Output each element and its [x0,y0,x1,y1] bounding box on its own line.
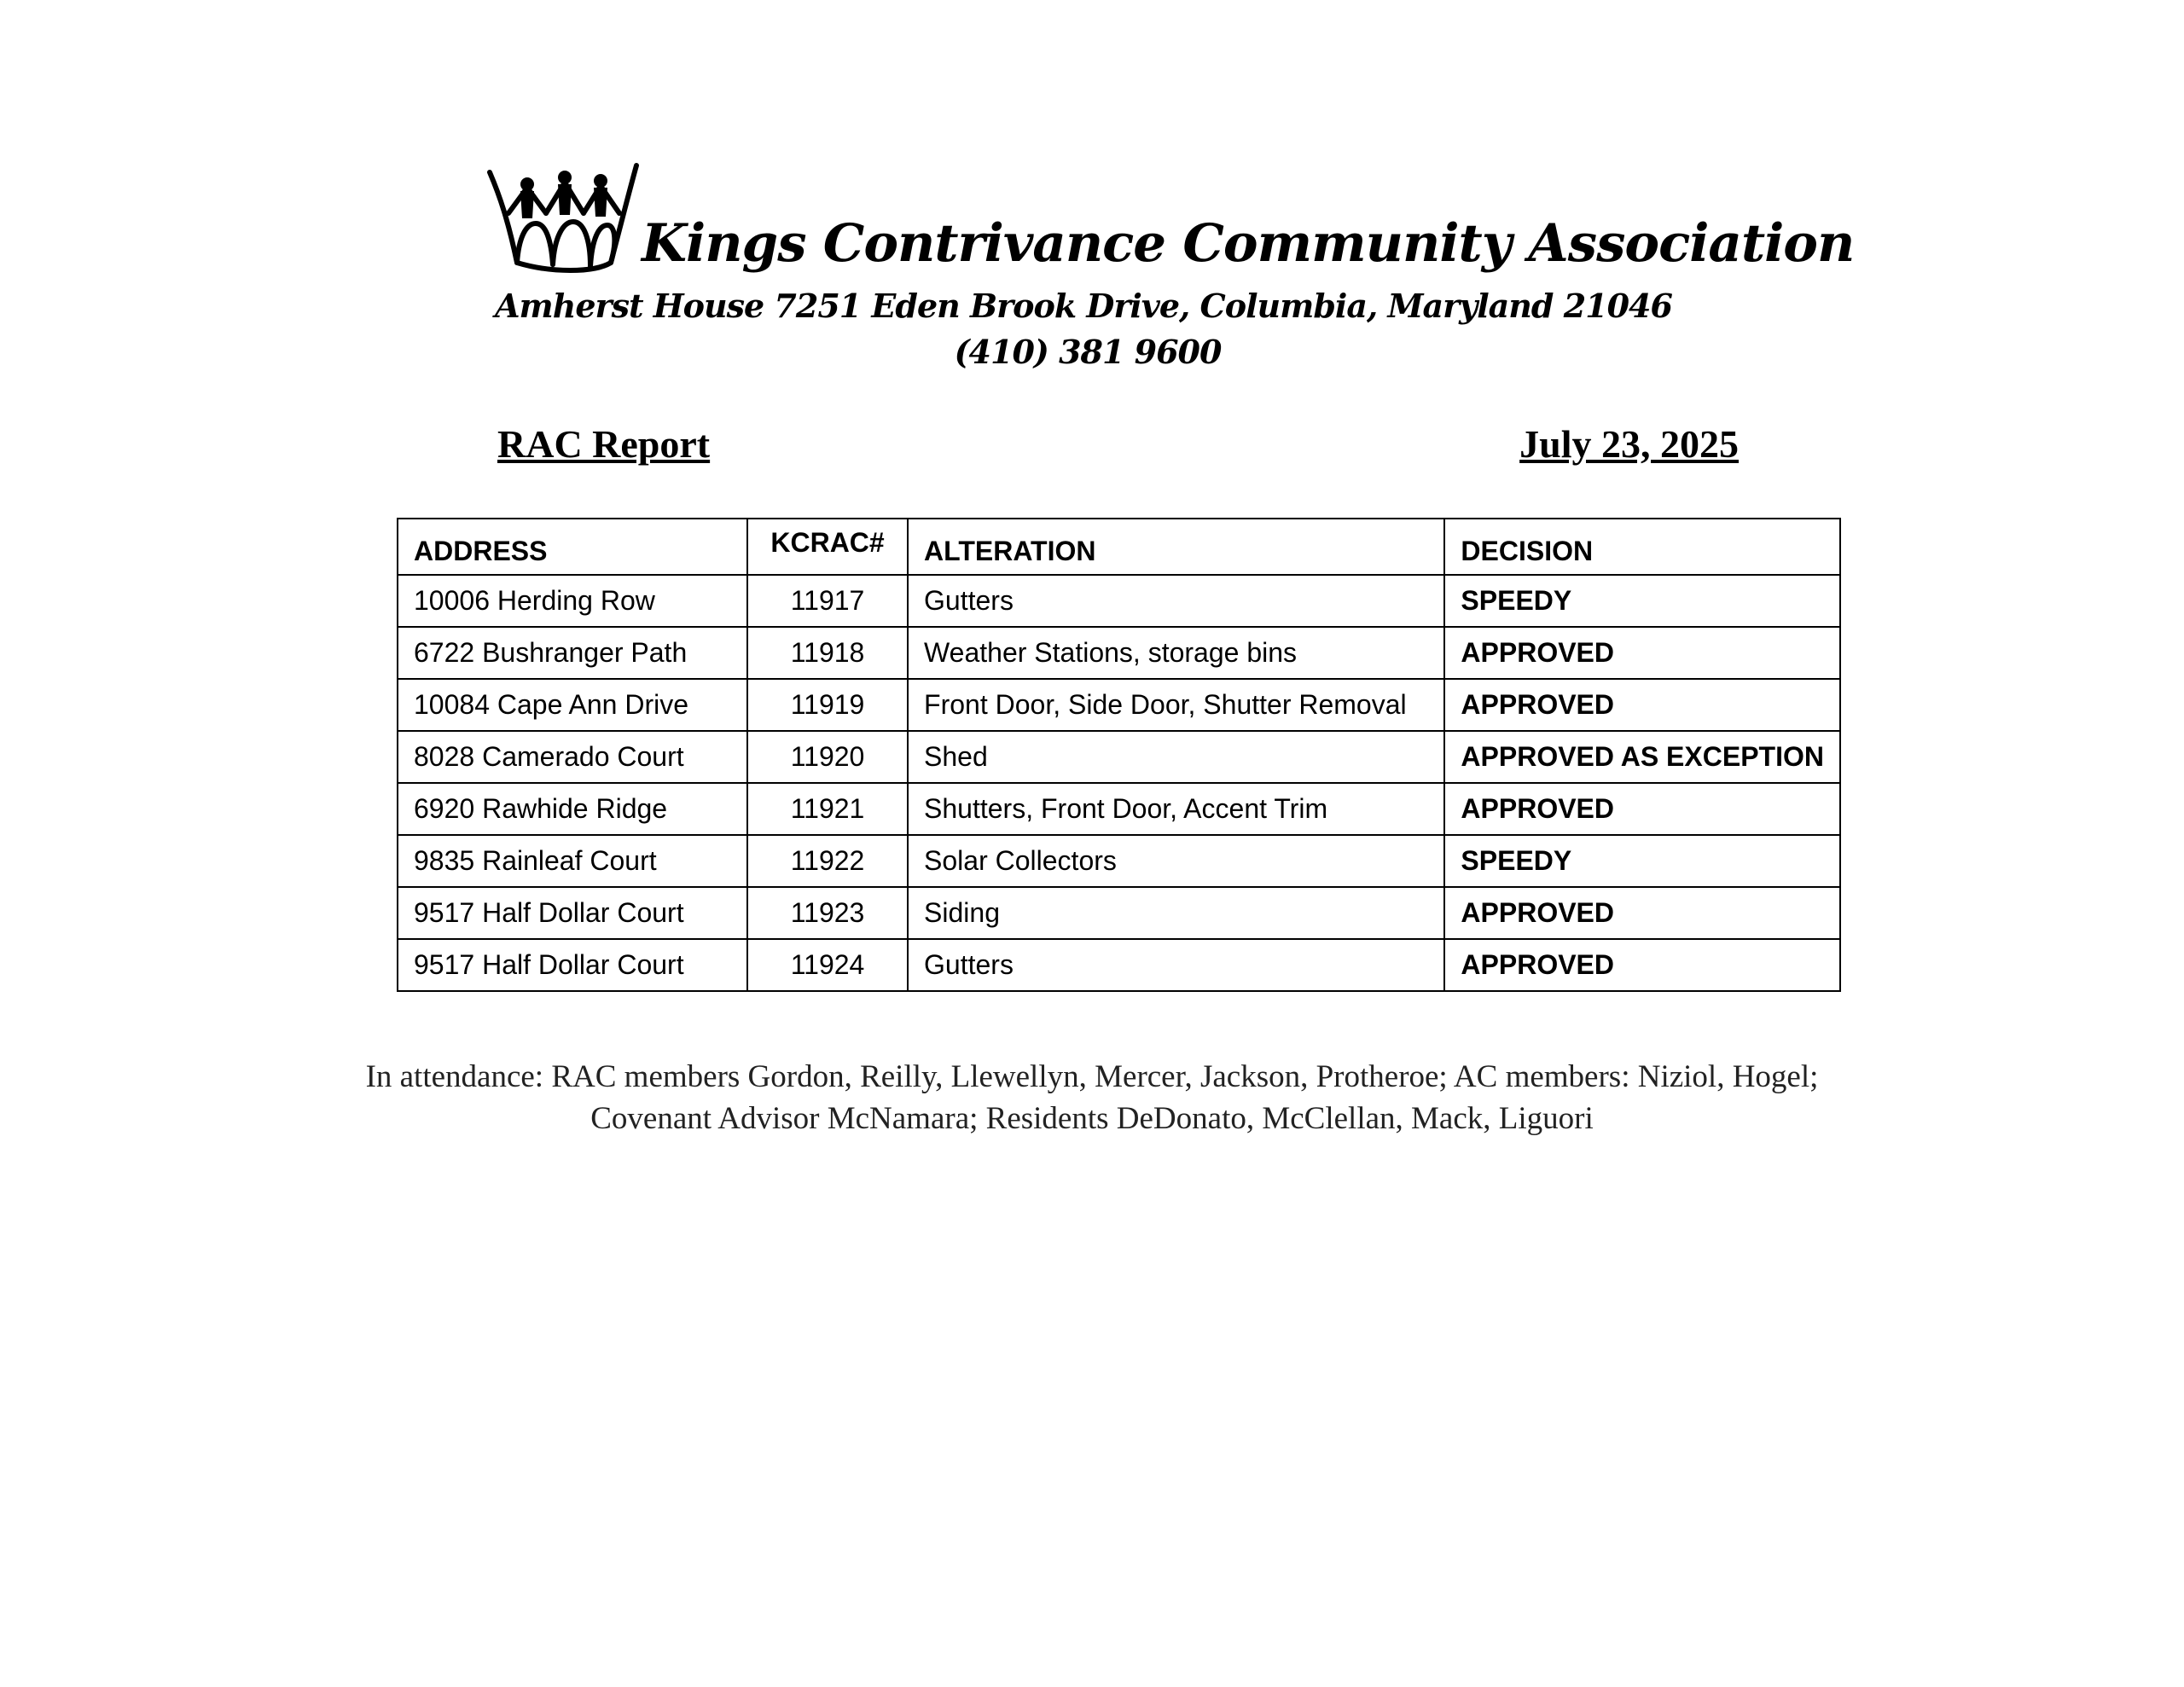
alteration-cell: Gutters [908,575,1444,627]
report-date: July 23, 2025 [1519,422,1739,466]
kcrac-cell: 11921 [747,783,908,835]
attendance-line-1: In attendance: RAC members Gordon, Reilly, Llewellyn, Mercer, Jackson, Protheroe; AC members: Niziol, Hogel; [365,1059,1819,1094]
table-row [398,887,1840,939]
address-cell: 9517 Half Dollar Court [398,939,747,991]
address-cell: 10084 Cape Ann Drive [398,679,747,731]
alteration-cell: Weather Stations, storage bins [908,627,1444,679]
table-row [398,627,1840,679]
kcrac-cell: 11924 [747,939,908,991]
alteration-cell: Shutters, Front Door, Accent Trim [908,783,1444,835]
crown-logo-icon [483,162,642,273]
kcrac-cell: 11917 [747,575,908,627]
alteration-cell: Siding [908,887,1444,939]
address-cell: 8028 Camerado Court [398,731,747,783]
kcrac-cell: 11922 [747,835,908,887]
address-cell: 6920 Rawhide Ridge [398,783,747,835]
alteration-cell: Solar Collectors [908,835,1444,887]
alteration-cell: Shed [908,731,1444,783]
letterhead [0,0,2184,392]
column-header-kcrac: KCRAC# [747,519,908,575]
decision-cell: APPROVED [1444,679,1840,731]
decision-cell: APPROVED [1444,783,1840,835]
kcrac-cell: 11920 [747,731,908,783]
decision-cell: APPROVED AS EXCEPTION [1444,731,1840,783]
decision-cell: SPEEDY [1444,835,1840,887]
column-header-address: ADDRESS [398,519,747,575]
alteration-cell: Gutters [908,939,1444,991]
decision-cell: APPROVED [1444,939,1840,991]
table-row [398,575,1840,627]
kcrac-cell: 11919 [747,679,908,731]
kcrac-cell: 11918 [747,627,908,679]
kcrac-cell: 11923 [747,887,908,939]
column-header-alteration: ALTERATION [908,519,1444,575]
decision-cell: APPROVED [1444,887,1840,939]
table-header-row [398,519,1840,575]
table-row [398,939,1840,991]
alteration-cell: Front Door, Side Door, Shutter Removal [908,679,1444,731]
table-row [398,783,1840,835]
organization-address: Amherst House 7251 Eden Brook Drive, Columbia, Maryland 21046 [495,287,1672,325]
organization-name: Kings Contrivance Community Association [642,213,1855,274]
address-cell: 6722 Bushranger Path [398,627,747,679]
rac-decisions-table [397,518,1841,992]
address-cell: 9835 Rainleaf Court [398,835,747,887]
table-row [398,679,1840,731]
organization-phone: (410) 381 9600 [954,333,1222,371]
decision-cell: APPROVED [1444,627,1840,679]
address-cell: 10006 Herding Row [398,575,747,627]
attendance-note [0,1056,2184,1139]
table-row [398,731,1840,783]
decision-cell: SPEEDY [1444,575,1840,627]
address-cell: 9517 Half Dollar Court [398,887,747,939]
attendance-line-2: Covenant Advisor McNamara; Residents DeDonato, McClellan, Mack, Liguori [590,1101,1594,1136]
table-row [398,835,1840,887]
column-header-decision: DECISION [1444,519,1840,575]
report-title: RAC Report [497,422,711,466]
